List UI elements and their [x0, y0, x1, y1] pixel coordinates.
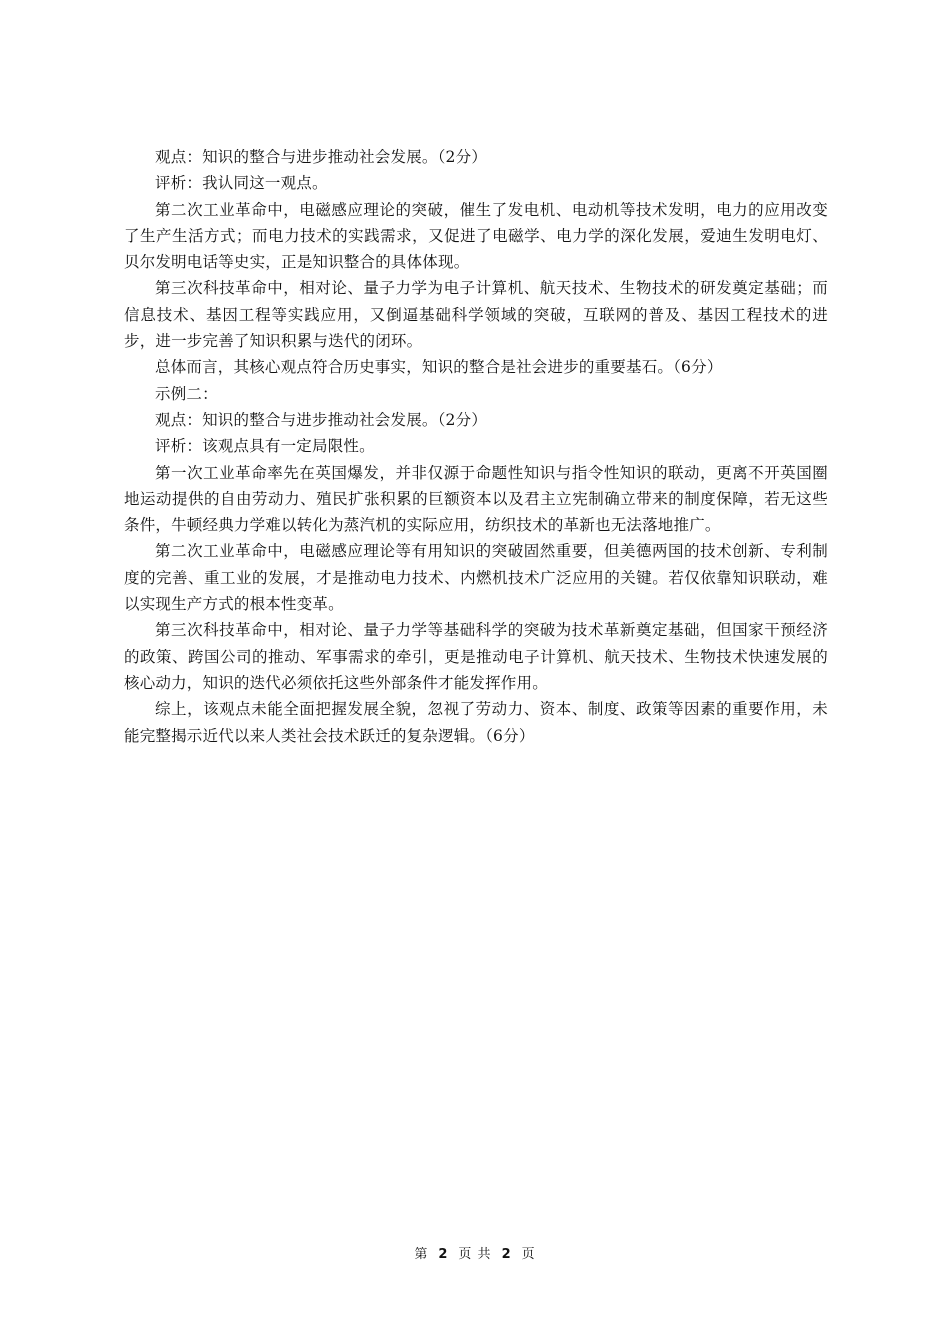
paragraph-third-revolution-2: 第三次科技革命中，相对论、量子力学等基础科学的突破为技术革新奠定基础，但国家干预经济的政策、跨国公司的推动、军事需求的牵引，更是推动电子计算机、航天技术、生物技术快速发展的核心动力，知识的迭代必须依托这些外部条件才能发挥作用。: [124, 621, 828, 692]
paragraph-comment-2: 评析：该观点具有一定局限性。: [155, 437, 375, 456]
footer-page-number: 2: [438, 1247, 449, 1262]
document-body: [124, 144, 828, 749]
paragraph-summary-2: 综上，该观点未能全面把握发展全貌，忽视了劳动力、资本、制度、政策等因素的重要作用，未能完整揭示近代以来人类社会技术跃迁的复杂逻辑。（6分）: [124, 700, 828, 745]
paragraph-summary-1: 总体而言，其核心观点符合历史事实，知识的整合是社会进步的重要基石。（6分）: [155, 358, 723, 377]
footer-prefix: 第: [414, 1247, 429, 1262]
footer-middle: 页 共: [458, 1247, 492, 1262]
paragraph-second-revolution-2: 第二次工业革命中，电磁感应理论等有用知识的突破固然重要，但美德两国的技术创新、专利制度的完善、重工业的发展，才是推动电力技术、内燃机技术广泛应用的关键。若仅依靠知识联动，难以实现生产方式的根本性变革。: [124, 542, 828, 614]
paragraph-comment-1: 评析：我认同这一观点。: [155, 174, 328, 193]
footer-total-pages: 2: [501, 1247, 512, 1262]
paragraph-viewpoint-2: 观点：知识的整合与进步推动社会发展。（2分）: [155, 410, 488, 429]
paragraph-viewpoint-1: 观点：知识的整合与进步推动社会发展。（2分）: [155, 148, 488, 166]
paragraph-third-revolution-1: 第三次科技革命中，相对论、量子力学为电子计算机、航天技术、生物技术的研发奠定基础；而信息技术、基因工程等实践应用，又倒逼基础科学领域的突破，互联网的普及、基因工程技术的进步，进一步完善了知识积累与迭代的闭环。: [124, 279, 828, 351]
page-footer: [0, 1246, 950, 1264]
example-two-heading: 示例二：: [155, 384, 218, 403]
footer-suffix: 页: [521, 1247, 536, 1262]
paragraph-first-revolution-2: 第一次工业革命率先在英国爆发，并非仅源于命题性知识与指令性知识的联动，更离不开英国圈地运动提供的自由劳动力、殖民扩张积累的巨额资本以及君主立宪制确立带来的制度保障，若无这些条件，牛顿经典力学难以转化为蒸汽机的实际应用，纺织技术的革新也无法落地推广。: [124, 463, 828, 535]
paragraph-second-revolution-1: 第二次工业革命中，电磁感应理论的突破，催生了发电机、电动机等技术发明，电力的应用改变了生产生活方式；而电力技术的实践需求，又促进了电磁学、电力学的深化发展，爱迪生发明电灯、贝尔发明电话等史实，正是知识整合的具体体现。: [124, 200, 828, 272]
